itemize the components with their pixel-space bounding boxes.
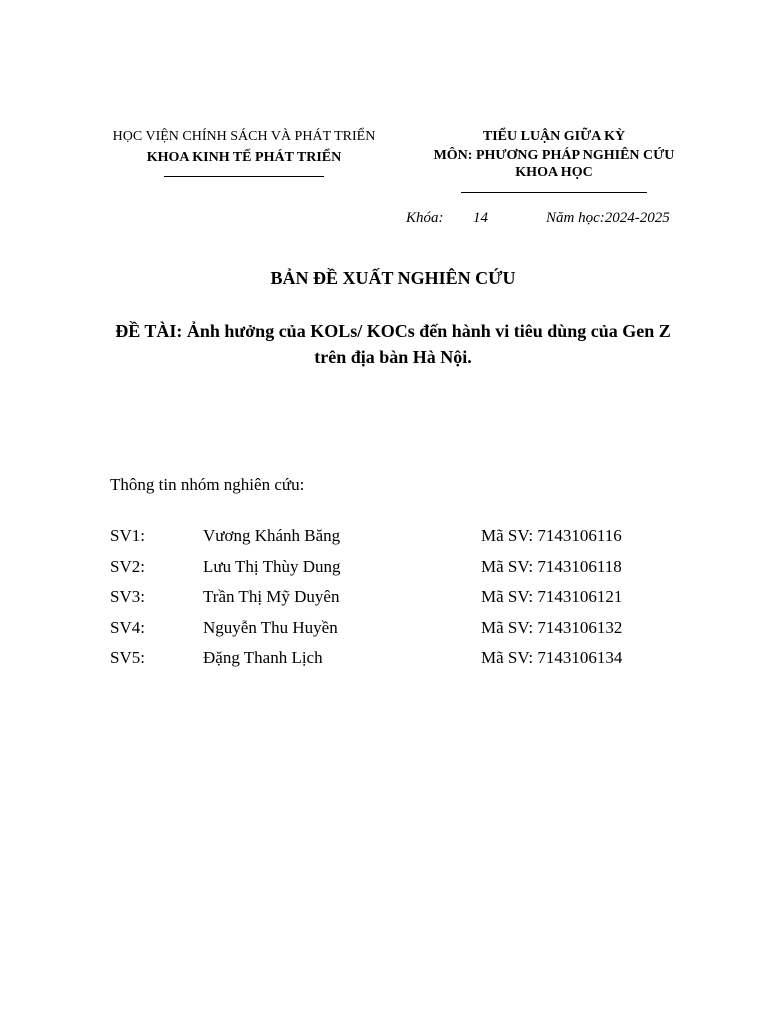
member-student-id: Mã SV: 7143106121: [481, 587, 623, 606]
header-right: [412, 126, 696, 193]
subject-name: MÔN: PHƯƠNG PHÁP NGHIÊN CỨU KHOA HỌC: [433, 148, 675, 180]
member-name: Đặng Thanh Lịch: [203, 648, 323, 667]
member-label: SV2:: [110, 556, 145, 576]
member-student-id: Mã SV: 7143106116: [481, 526, 622, 545]
school-year: Năm học:2024-2025: [546, 210, 670, 226]
member-student-id: Mã SV: 7143106134: [481, 648, 623, 667]
member-student-id: Mã SV: 7143106132: [481, 617, 623, 637]
institution-name: HỌC VIỆN CHÍNH SÁCH VÀ PHÁT TRIỂN: [112, 129, 376, 144]
member-student-id: Mã SV: 7143106118: [481, 556, 622, 576]
member-name: Trần Thị Mỹ Duyên: [203, 587, 340, 606]
faculty-name: KHOA KINH TẾ PHÁT TRIỂN: [146, 150, 342, 165]
document-title: BẢN ĐỀ XUẤT NGHIÊN CỨU: [270, 268, 516, 288]
cohort-label: Khóa:: [406, 210, 444, 226]
member-row: [110, 525, 670, 556]
header-left: [88, 126, 400, 177]
cohort-value: 14: [473, 210, 488, 226]
group-info-label: Thông tin nhóm nghiên cứu:: [110, 475, 305, 494]
report-type: TIỂU LUẬN GIỮA KỲ: [482, 129, 626, 144]
member-row: [110, 647, 670, 678]
member-name: Lưu Thị Thùy Dung: [203, 556, 341, 576]
header-right-divider: [461, 192, 647, 193]
header-left-divider: [164, 176, 324, 177]
member-label: SV5:: [110, 648, 145, 667]
member-row: [110, 586, 670, 617]
member-name: Nguyễn Thu Huyền: [203, 617, 338, 637]
member-name: Vương Khánh Băng: [203, 526, 341, 545]
member-label: SV4:: [110, 617, 145, 637]
member-label: SV3:: [110, 587, 145, 606]
member-row: [110, 556, 670, 587]
research-topic: ĐỀ TÀI: Ảnh hưởng của KOLs/ KOCs đến hành vi tiêu dùng của Gen Z trên địa bàn Hà Nội.: [115, 321, 671, 367]
member-row: [110, 617, 670, 648]
member-list: [110, 525, 670, 678]
member-label: SV1:: [110, 526, 145, 545]
